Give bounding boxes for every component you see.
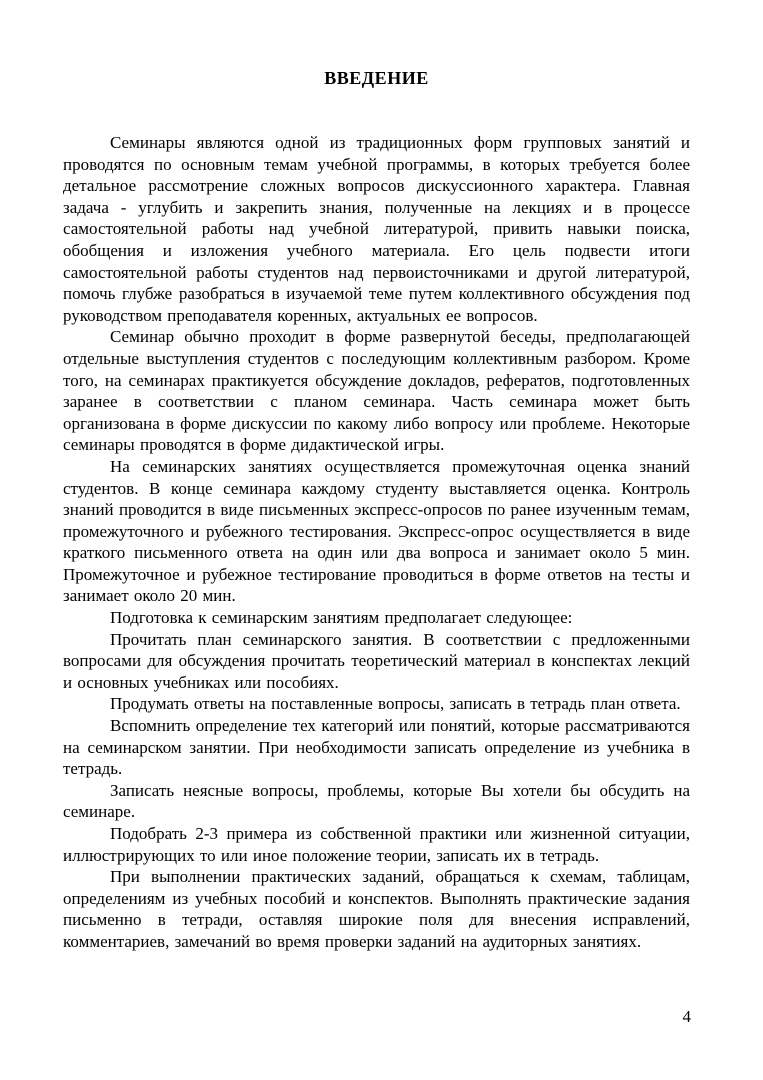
paragraph: Прочитать план семинарского занятия. В соответствии с предложенными вопросами для обсуждения прочитать теоретический материал в конспектах лекций и основных учебниках или пособиях. [63,629,690,692]
paragraph: Вспомнить определение тех категорий или понятий, которые рассматриваются на семинарском занятии. При необходимости записать определение из учебника в тетрадь. [63,716,690,779]
text-block [63,68,690,953]
paragraph: Продумать ответы на поставленные вопросы, записать в тетрадь план ответа. [110,694,681,714]
paragraph: Семинары являются одной из традиционных форм групповых занятий и проводятся по основным темам учебной программы, в которых требуется более детальное рассмотрение сложных вопросов дискуссионного характера. Главная задача - углубить и закрепить знания, полученные на лекциях и в процессе самостоятельной работы над учебной литературой, привить навыки поиска, обобщения и изложения учебного материала. Его цель подвести итоги самостоятельной работы студентов над первоисточниками и другой литературой, помочь глубже разобраться в изучаемой теме путем коллективного обсуждения под руководством преподавателя коренных, актуальных ее вопросов. [63,133,690,325]
paragraph: Подготовка к семинарским занятиям предполагает следующее: [110,608,573,628]
paragraph: При выполнении практических заданий, обращаться к схемам, таблицам, определениям из учебных пособий и конспектов. Выполнять практические задания письменно в тетради, оставляя широкие поля для внесения исправлений, комментариев, замечаний во время проверки заданий на аудиторных занятиях. [63,867,690,951]
document-title: ВВЕДЕНИЕ [324,68,429,88]
paragraph: Семинар обычно проходит в форме развернутой беседы, предполагающей отдельные выступления студентов с последующим коллективным разбором. Кроме того, на семинарах практикуется обсуждение докладов, рефератов, подготовленных заранее в соответствии с планом семинара. Часть семинара может быть организована в форме дискуссии по какому либо вопросу или проблеме. Некоторые семинары проводятся в форме дидактической игры. [63,327,690,455]
paragraph: Записать неясные вопросы, проблемы, которые Вы хотели бы обсудить на семинаре. [63,780,690,822]
paragraph: Подобрать 2-3 примера из собственной практики или жизненной ситуации, иллюстрирующих то или иное положение теории, записать их в тетрадь. [63,824,690,865]
page-number: 4 [682,1007,691,1026]
paragraph: На семинарских занятиях осуществляется промежуточная оценка знаний студентов. В конце семинара каждому студенту выставляется оценка. Контроль знаний проводится в виде письменных экспресс-опросов по ранее изученным темам, промежуточного и рубежного тестирования. Экспресс-опрос осуществляется в виде краткого письменного ответа на один или два вопроса и занимает около 5 мин. Промежуточное и рубежное тестирование проводиться в форме ответов на тесты и занимает около 20 мин. [63,456,690,606]
